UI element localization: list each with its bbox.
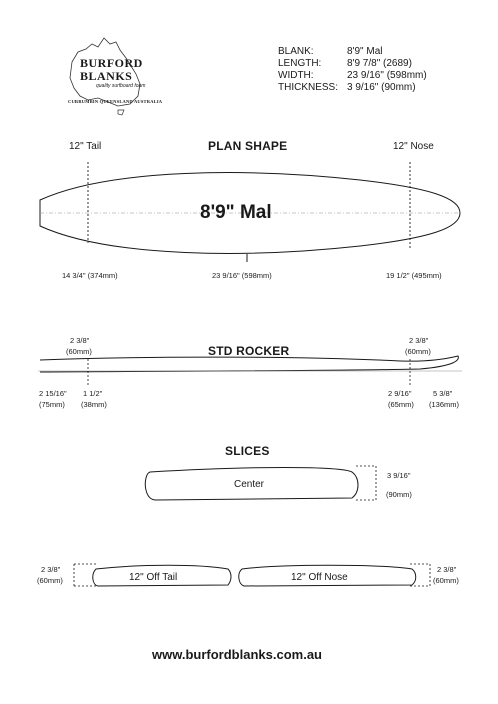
off-nose-label: 12" Off Nose xyxy=(291,572,348,583)
off-tail-label: 12" Off Tail xyxy=(129,572,178,583)
tail-width-label: 14 3/4" (374mm) xyxy=(62,271,118,280)
rocker-profile xyxy=(40,356,458,372)
rocker-tail-in: 2 15/16" xyxy=(39,389,67,398)
slices-heading: SLICES xyxy=(225,444,270,458)
spec-label-length: LENGTH: xyxy=(278,58,322,69)
rocker-tail-mm: (75mm) xyxy=(39,400,65,409)
off-tail-thick-in: 2 3/8" xyxy=(41,565,61,574)
center-slice-label: Center xyxy=(234,479,265,490)
rocker-nose12-in: 2 9/16" xyxy=(388,389,412,398)
center-width-label: 23 9/16" (598mm) xyxy=(212,271,272,280)
center-thick-mm: (90mm) xyxy=(386,490,412,499)
rocker-nose12-mm: (65mm) xyxy=(388,400,414,409)
off-nose-thick-in: 2 3/8" xyxy=(437,565,457,574)
rocker-tail-top-in: 2 3/8" xyxy=(70,336,90,345)
rocker-nose-in: 5 3/8" xyxy=(433,389,453,398)
nose-width-label: 19 1/2" (495mm) xyxy=(386,271,442,280)
spec-label-blank: BLANK: xyxy=(278,46,314,57)
off-nose-thick-mm: (60mm) xyxy=(433,576,459,585)
model-label: 8'9" Mal xyxy=(200,202,272,223)
spec-label-thickness: THICKNESS: xyxy=(278,82,339,93)
rocker-nose-top-mm: (60mm) xyxy=(405,347,431,356)
nose-marker-label: 12" Nose xyxy=(393,141,434,152)
logo-tagline: quality surfboard foam xyxy=(96,83,146,89)
rocker-tail12-in: 1 1/2" xyxy=(83,389,103,398)
logo-location: CURRUMBIN QUEENSLAND AUSTRALIA xyxy=(68,99,163,104)
logo-line1: BURFORD xyxy=(80,56,143,70)
spec-values xyxy=(347,46,477,94)
center-thick-in: 3 9/16" xyxy=(387,471,411,480)
spec-labels xyxy=(278,46,353,94)
tasmania-icon xyxy=(118,110,124,115)
off-tail-thick-mm: (60mm) xyxy=(37,576,63,585)
rocker-heading: STD ROCKER xyxy=(208,344,290,358)
spec-value-width: 23 9/16" (598mm) xyxy=(347,70,427,81)
plan-shape-heading: PLAN SHAPE xyxy=(208,139,288,153)
website-link[interactable]: www.burfordblanks.com.au xyxy=(152,647,322,662)
rocker-tail-top-mm: (60mm) xyxy=(66,347,92,356)
rocker-nose-top-in: 2 3/8" xyxy=(409,336,429,345)
rocker-tail12-mm: (38mm) xyxy=(81,400,107,409)
rocker-nose-mm: (136mm) xyxy=(429,400,460,409)
spec-value-length: 8'9 7/8" (2689) xyxy=(347,58,412,69)
tail-marker-label: 12" Tail xyxy=(69,141,102,152)
spec-value-blank: 8'9" Mal xyxy=(347,46,383,57)
logo-line2: BLANKS xyxy=(80,69,133,83)
spec-label-width: WIDTH: xyxy=(278,70,314,81)
spec-value-thickness: 3 9/16" (90mm) xyxy=(347,82,416,93)
